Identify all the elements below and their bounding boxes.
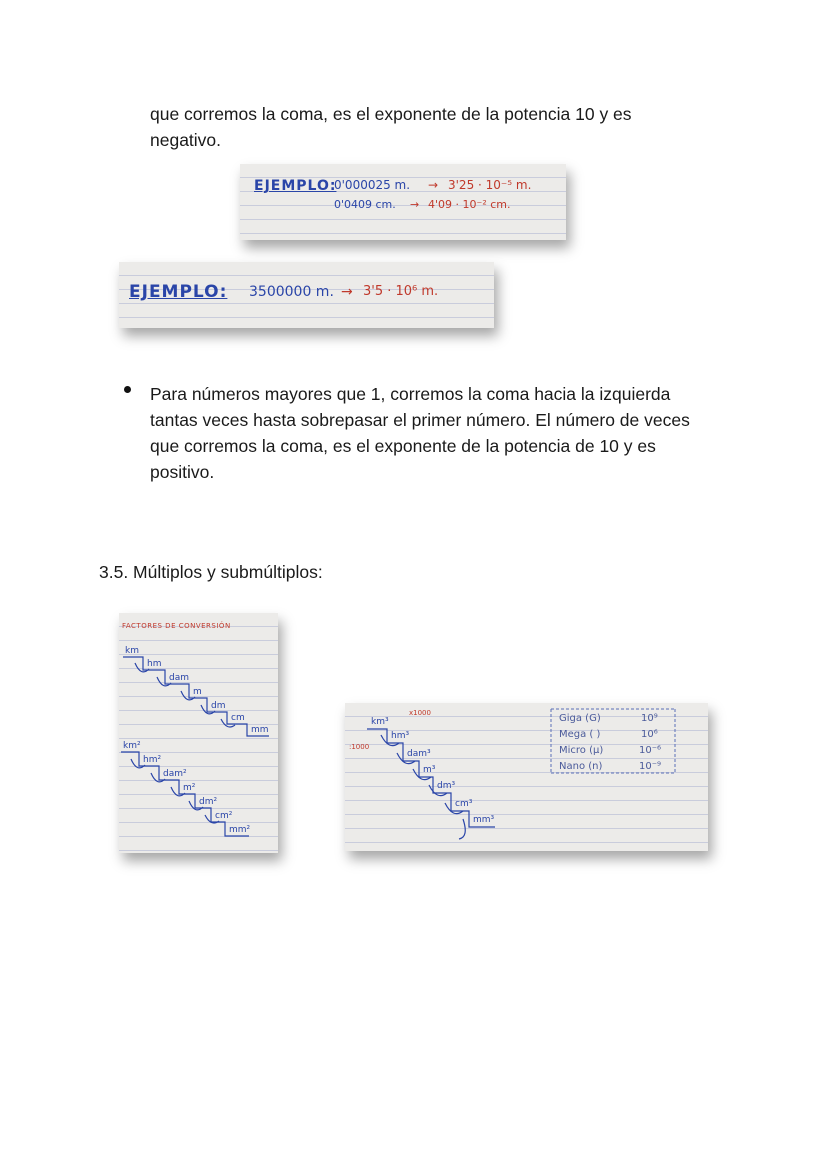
unit-label: dm	[211, 701, 226, 711]
prefix-power: 10⁻⁹	[639, 761, 662, 772]
example-value: 0'0409 cm.	[334, 198, 396, 211]
unit-label: km³	[371, 717, 389, 727]
unit-label: cm³	[455, 799, 473, 809]
unit-label: dm²	[199, 797, 218, 807]
unit-label: mm²	[229, 825, 251, 835]
prefix-power: 10⁶	[641, 729, 658, 740]
unit-label: cm	[231, 713, 245, 723]
example-label: EJEMPLO:	[129, 282, 228, 302]
prefix-name: Nano (n)	[559, 761, 603, 772]
unit-label: hm	[147, 659, 162, 669]
bullet-line: Para números mayores que 1, corremos la coma hacia la izquierda	[150, 384, 671, 404]
example-result: 3'25 · 10⁻⁵ m.	[448, 178, 532, 192]
paragraph-line: negativo.	[150, 130, 222, 150]
example-result: 4'09 · 10⁻² cm.	[428, 198, 511, 211]
prefix-name: Giga (G)	[559, 713, 601, 724]
bullet-line: que corremos la coma, es el exponente de la potencia de 10 y es	[150, 436, 656, 456]
factor-label: x1000	[409, 709, 431, 717]
prefix-power: 10⁻⁶	[639, 745, 662, 756]
unit-label: m²	[183, 783, 196, 793]
conversion-staircase-photo-left	[119, 613, 278, 853]
example-note-photo-1: EJEMPLO: 0'000025 m. → 3'25 · 10⁻⁵ m. 0'0409 cm. → 4'09 · 10⁻² cm.	[240, 164, 566, 240]
bullet-line: tantas veces hasta sobrepasar el primer número. El número de veces	[150, 410, 690, 430]
example-label: EJEMPLO:	[254, 178, 337, 194]
unit-label: km²	[123, 741, 141, 751]
factor-label: :1000	[349, 743, 370, 751]
conversion-staircase-photo-right	[345, 703, 708, 851]
bullet-line: positivo.	[150, 462, 215, 482]
unit-label: dam³	[407, 749, 431, 759]
example-note-photo-2: EJEMPLO: 3500000 m. → 3'5 · 10⁶ m.	[119, 262, 494, 328]
unit-label: hm³	[391, 731, 410, 741]
unit-label: dam	[169, 673, 189, 683]
note-title: FACTORES DE CONVERSIÓN	[122, 622, 231, 630]
unit-label: cm²	[215, 811, 233, 821]
unit-label: m³	[423, 765, 436, 775]
section-heading: 3.5. Múltiplos y submúltiplos:	[99, 562, 323, 582]
staircase-drawing	[345, 703, 708, 851]
unit-label: dam²	[163, 769, 187, 779]
unit-label: m	[193, 687, 202, 697]
staircase-drawing	[119, 613, 278, 853]
example-value: 3500000 m.	[249, 284, 334, 300]
bullet-dot	[124, 386, 131, 393]
example-result: 3'5 · 10⁶ m.	[363, 284, 439, 299]
prefix-power: 10⁹	[641, 713, 658, 724]
unit-label: km	[125, 646, 139, 656]
example-value: 0'000025 m.	[334, 178, 411, 192]
prefix-name: Micro (μ)	[559, 745, 604, 756]
unit-label: hm²	[143, 755, 162, 765]
unit-label: mm³	[473, 815, 495, 825]
prefix-name: Mega ( )	[559, 729, 601, 740]
unit-label: dm³	[437, 781, 456, 791]
unit-label: mm	[251, 725, 269, 735]
paragraph-line: que corremos la coma, es el exponente de la potencia 10 y es	[150, 104, 632, 124]
